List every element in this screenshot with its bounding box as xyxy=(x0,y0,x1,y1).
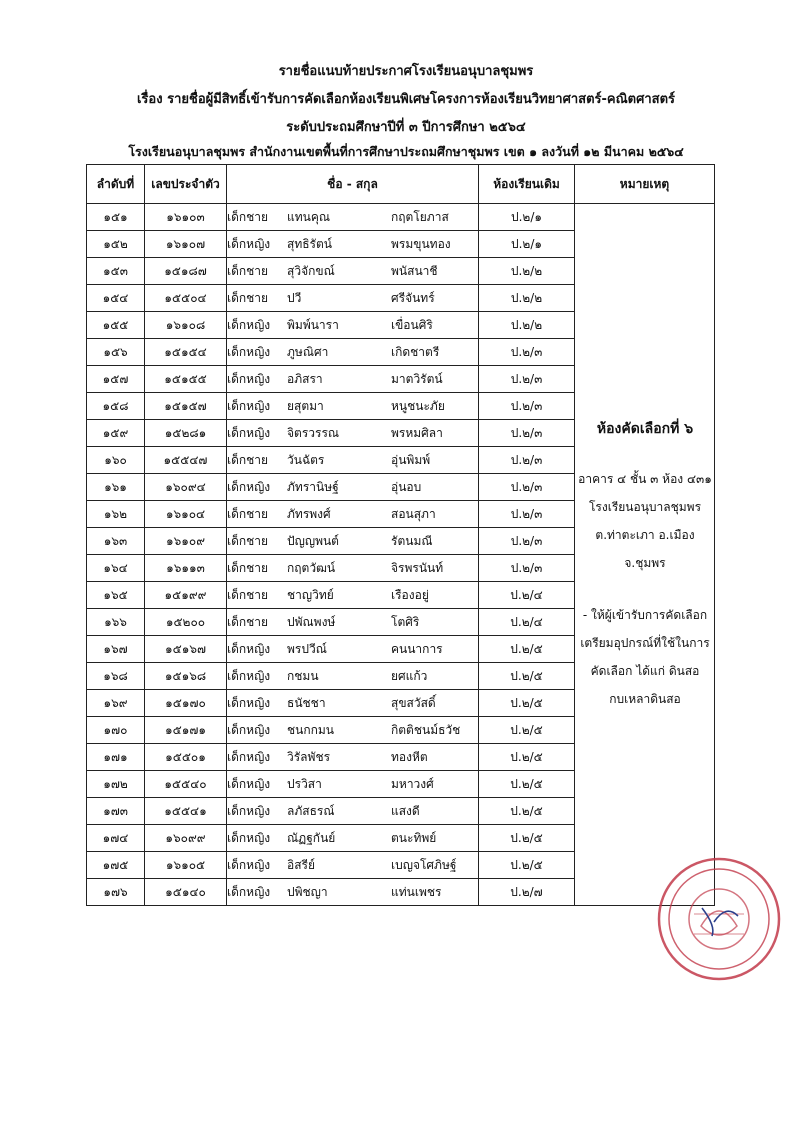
cell-no: ๑๖๓ xyxy=(87,528,145,555)
cell-prefix: เด็กหญิง xyxy=(227,344,271,359)
cell-last-name: กฤตโยภาส xyxy=(391,209,449,224)
cell-name xyxy=(227,582,479,609)
cell-name xyxy=(227,393,479,420)
cell-no: ๑๖๑ xyxy=(87,474,145,501)
cell-id: ๑๕๑๔๐ xyxy=(145,879,227,906)
cell-last-name: มหาวงศ์ xyxy=(391,776,434,791)
cell-no: ๑๕๙ xyxy=(87,420,145,447)
col-header-remark: หมายเหตุ xyxy=(575,165,715,204)
cell-id: ๑๖๑๐๓ xyxy=(145,204,227,231)
cell-first-name: ชนกกมน xyxy=(287,722,334,737)
cell-class: ป.๒/๕ xyxy=(479,798,575,825)
cell-last-name: เรืองอยู่ xyxy=(391,587,429,602)
exam-location-line: อาคาร ๔ ชั้น ๓ ห้อง ๔๓๑ xyxy=(578,472,712,486)
cell-class: ป.๒/๒ xyxy=(479,285,575,312)
cell-class: ป.๒/๓ xyxy=(479,555,575,582)
school-seal-icon xyxy=(656,856,782,982)
cell-name xyxy=(227,204,479,231)
col-header-no: ลำดับที่ xyxy=(87,165,145,204)
cell-no: ๑๖๐ xyxy=(87,447,145,474)
exam-location-line: ต.ท่าตะเภา อ.เมือง xyxy=(595,528,695,542)
cell-no: ๑๕๗ xyxy=(87,366,145,393)
cell-last-name: สุขสวัสดิ์ xyxy=(391,695,436,710)
cell-prefix: เด็กหญิง xyxy=(227,884,271,899)
cell-no: ๑๗๔ xyxy=(87,825,145,852)
cell-class: ป.๒/๓ xyxy=(479,420,575,447)
cell-id: ๑๕๑๙๙ xyxy=(145,582,227,609)
cell-name xyxy=(227,555,479,582)
cell-class: ป.๒/๑ xyxy=(479,231,575,258)
cell-last-name: เขื่อนศิริ xyxy=(391,317,433,332)
cell-no: ๑๕๕ xyxy=(87,312,145,339)
cell-name xyxy=(227,798,479,825)
cell-name xyxy=(227,690,479,717)
cell-prefix: เด็กหญิง xyxy=(227,857,271,872)
exam-location-line: โรงเรียนอนุบาลชุมพร xyxy=(588,500,702,514)
cell-first-name: วิรัลพัชร xyxy=(287,749,331,764)
cell-last-name: มาตวิรัตน์ xyxy=(391,371,443,386)
cell-first-name: ลภัสธรณ์ xyxy=(287,803,335,818)
cell-first-name: สุทธิรัตน์ xyxy=(287,236,332,251)
cell-last-name: สอนสุภา xyxy=(391,506,436,521)
cell-prefix: เด็กหญิง xyxy=(227,803,271,818)
cell-first-name: ยสุตมา xyxy=(287,398,324,413)
cell-prefix: เด็กหญิง xyxy=(227,830,271,845)
cell-first-name: พรปวีณ์ xyxy=(287,641,327,656)
cell-last-name: พรหมศิลา xyxy=(391,425,443,440)
col-header-name: ชื่อ - สกุล xyxy=(227,165,479,204)
cell-class: ป.๒/๕ xyxy=(479,852,575,879)
cell-first-name: ชาญวิทย์ xyxy=(287,587,334,602)
cell-prefix: เด็กชาย xyxy=(227,290,269,305)
table-row xyxy=(87,204,715,231)
cell-last-name: โตศิริ xyxy=(391,614,420,629)
cell-first-name: พิมพ์นารา xyxy=(287,317,339,332)
cell-last-name: ศรีจันทร์ xyxy=(391,290,435,305)
cell-id: ๑๕๑๖๘ xyxy=(145,663,227,690)
cell-no: ๑๖๘ xyxy=(87,663,145,690)
cell-id: ๑๕๕๔๑ xyxy=(145,798,227,825)
cell-class: ป.๒/๓ xyxy=(479,393,575,420)
remark-cell xyxy=(575,204,715,906)
cell-last-name: เบญจโศภิษฐ์ xyxy=(391,857,457,872)
cell-last-name: ทองหีต xyxy=(391,749,428,764)
cell-name xyxy=(227,231,479,258)
cell-name xyxy=(227,636,479,663)
cell-first-name: จิตรวรรณ xyxy=(287,425,340,440)
cell-no: ๑๕๓ xyxy=(87,258,145,285)
cell-no: ๑๗๐ xyxy=(87,717,145,744)
equipment-note-line: เตรียมอุปกรณ์ที่ใช้ในการ xyxy=(580,636,710,650)
cell-name xyxy=(227,771,479,798)
cell-last-name: อุ่นพิมพ์ xyxy=(391,452,431,467)
cell-last-name: คนนาการ xyxy=(391,641,443,656)
cell-prefix: เด็กหญิง xyxy=(227,641,271,656)
cell-no: ๑๖๔ xyxy=(87,555,145,582)
cell-class: ป.๒/๒ xyxy=(479,258,575,285)
cell-last-name: ยศแก้ว xyxy=(391,668,428,683)
cell-prefix: เด็กหญิง xyxy=(227,425,271,440)
cell-first-name: อิสรีย์ xyxy=(287,857,316,872)
cell-prefix: เด็กหญิง xyxy=(227,668,271,683)
cell-name xyxy=(227,879,479,906)
cell-class: ป.๒/๑ xyxy=(479,204,575,231)
cell-prefix: เด็กชาย xyxy=(227,209,269,224)
cell-first-name: ปพัณพงษ์ xyxy=(287,614,336,629)
cell-id: ๑๖๐๙๔ xyxy=(145,474,227,501)
cell-class: ป.๒/๓ xyxy=(479,339,575,366)
cell-class: ป.๒/๔ xyxy=(479,609,575,636)
cell-class: ป.๒/๕ xyxy=(479,717,575,744)
cell-prefix: เด็กหญิง xyxy=(227,398,271,413)
cell-class: ป.๒/๕ xyxy=(479,744,575,771)
col-header-class: ห้องเรียนเดิม xyxy=(479,165,575,204)
cell-class: ป.๒/๒ xyxy=(479,312,575,339)
candidate-table xyxy=(86,164,715,906)
cell-last-name: ตนะทิพย์ xyxy=(391,830,437,845)
cell-class: ป.๒/๓ xyxy=(479,528,575,555)
cell-no: ๑๕๘ xyxy=(87,393,145,420)
cell-id: ๑๕๑๗๐ xyxy=(145,690,227,717)
cell-last-name: พนัสนาชี xyxy=(391,263,438,278)
cell-class: ป.๒/๕ xyxy=(479,636,575,663)
doc-issuer: โรงเรียนอนุบาลชุมพร สำนักงานเขตพื้นที่การศึกษาประถมศึกษาชุมพร เขต ๑ ลงวันที่ ๑๒ มีนาคม ๒๕๖๔ xyxy=(128,144,684,159)
cell-no: ๑๕๑ xyxy=(87,204,145,231)
doc-title: รายชื่อแนบท้ายประกาศโรงเรียนอนุบาลชุมพร xyxy=(278,64,534,79)
cell-id: ๑๕๕๔๐ xyxy=(145,771,227,798)
cell-last-name: กิตติชนม์ธวัช xyxy=(391,722,461,737)
cell-first-name: ภัทรพงศ์ xyxy=(287,506,331,521)
cell-class: ป.๒/๓ xyxy=(479,501,575,528)
cell-first-name: ภัทรานิษฐ์ xyxy=(287,479,339,494)
exam-room-title: ห้องคัดเลือกที่ ๖ xyxy=(596,421,694,437)
cell-first-name: กชมน xyxy=(287,668,319,683)
cell-first-name: ณัฏฐกันย์ xyxy=(287,830,336,845)
cell-no: ๑๕๖ xyxy=(87,339,145,366)
cell-name xyxy=(227,852,479,879)
cell-prefix: เด็กชาย xyxy=(227,452,269,467)
cell-first-name: ธนัชชา xyxy=(287,695,326,710)
cell-prefix: เด็กหญิง xyxy=(227,317,271,332)
cell-name xyxy=(227,420,479,447)
cell-first-name: กฤตวัฒน์ xyxy=(287,560,336,575)
cell-prefix: เด็กหญิง xyxy=(227,479,271,494)
cell-last-name: แท่นเพชร xyxy=(391,884,442,899)
cell-name xyxy=(227,366,479,393)
cell-no: ๑๖๗ xyxy=(87,636,145,663)
cell-prefix: เด็กหญิง xyxy=(227,371,271,386)
col-header-id: เลขประจำตัว xyxy=(145,165,227,204)
cell-last-name: พรมขุนทอง xyxy=(391,236,451,251)
cell-id: ๑๕๒๘๑ xyxy=(145,420,227,447)
cell-id: ๑๕๑๕๗ xyxy=(145,393,227,420)
cell-first-name: ปวี xyxy=(287,290,302,305)
equipment-note-line: กบเหลาดินสอ xyxy=(609,692,681,706)
equipment-note-line: - ให้ผู้เข้ารับการคัดเลือก xyxy=(582,608,708,622)
cell-no: ๑๖๖ xyxy=(87,609,145,636)
doc-subject: เรื่อง รายชื่อผู้มีสิทธิ์เข้ารับการคัดเลือกห้องเรียนพิเศษโครงการห้องเรียนวิทยาศาสตร์-คณิตศาสตร์ xyxy=(136,92,675,107)
cell-id: ๑๕๑๕๔ xyxy=(145,339,227,366)
cell-no: ๑๗๑ xyxy=(87,744,145,771)
cell-no: ๑๖๙ xyxy=(87,690,145,717)
cell-last-name: หนูชนะภัย xyxy=(391,398,445,413)
cell-id: ๑๖๑๐๘ xyxy=(145,312,227,339)
cell-prefix: เด็กชาย xyxy=(227,533,269,548)
cell-no: ๑๖๒ xyxy=(87,501,145,528)
table-header-row xyxy=(87,165,715,204)
cell-first-name: ปัญญพนต์ xyxy=(287,533,339,548)
cell-no: ๑๕๒ xyxy=(87,231,145,258)
cell-name xyxy=(227,474,479,501)
cell-class: ป.๒/๓ xyxy=(479,474,575,501)
cell-last-name: เกิดชาตรี xyxy=(391,344,440,359)
cell-id: ๑๕๒๐๐ xyxy=(145,609,227,636)
cell-first-name: วันฉัตร xyxy=(287,452,325,467)
cell-name xyxy=(227,258,479,285)
cell-id: ๑๖๑๑๓ xyxy=(145,555,227,582)
cell-class: ป.๒/๕ xyxy=(479,663,575,690)
cell-first-name: สุวิจักขณ์ xyxy=(287,263,335,278)
cell-prefix: เด็กหญิง xyxy=(227,236,271,251)
cell-id: ๑๖๑๐๕ xyxy=(145,852,227,879)
cell-name xyxy=(227,528,479,555)
cell-class: ป.๒/๓ xyxy=(479,447,575,474)
cell-id: ๑๕๕๔๗ xyxy=(145,447,227,474)
equipment-note-line: คัดเลือก ได้แก่ ดินสอ xyxy=(590,664,700,678)
cell-name xyxy=(227,825,479,852)
cell-prefix: เด็กหญิง xyxy=(227,695,271,710)
cell-last-name: รัตนมณี xyxy=(391,533,433,548)
cell-first-name: ปรวิสา xyxy=(287,776,322,791)
cell-prefix: เด็กชาย xyxy=(227,614,269,629)
cell-no: ๑๖๕ xyxy=(87,582,145,609)
cell-name xyxy=(227,744,479,771)
cell-id: ๑๖๑๐๔ xyxy=(145,501,227,528)
exam-location-line: จ.ชุมพร xyxy=(624,556,666,570)
cell-prefix: เด็กหญิง xyxy=(227,776,271,791)
cell-id: ๑๖๑๐๗ xyxy=(145,231,227,258)
cell-no: ๑๗๒ xyxy=(87,771,145,798)
cell-prefix: เด็กชาย xyxy=(227,263,269,278)
cell-name xyxy=(227,501,479,528)
cell-first-name: ภูษณิศา xyxy=(287,344,329,359)
cell-name xyxy=(227,339,479,366)
cell-last-name: แสงดี xyxy=(391,803,420,818)
cell-prefix: เด็กชาย xyxy=(227,587,269,602)
cell-name xyxy=(227,609,479,636)
cell-id: ๑๖๑๐๙ xyxy=(145,528,227,555)
cell-last-name: อุ่นอบ xyxy=(391,479,422,494)
cell-class: ป.๒/๕ xyxy=(479,771,575,798)
cell-id: ๑๕๑๖๗ xyxy=(145,636,227,663)
cell-prefix: เด็กหญิง xyxy=(227,749,271,764)
cell-no: ๑๗๓ xyxy=(87,798,145,825)
cell-prefix: เด็กชาย xyxy=(227,506,269,521)
cell-class: ป.๒/๕ xyxy=(479,825,575,852)
cell-first-name: แทนคุณ xyxy=(287,209,331,224)
cell-id: ๑๖๐๙๙ xyxy=(145,825,227,852)
cell-first-name: ปพิชญา xyxy=(287,884,328,899)
cell-no: ๑๗๕ xyxy=(87,852,145,879)
cell-name xyxy=(227,447,479,474)
cell-name xyxy=(227,717,479,744)
cell-id: ๑๕๕๐๔ xyxy=(145,285,227,312)
cell-id: ๑๕๕๐๑ xyxy=(145,744,227,771)
cell-id: ๑๕๑๘๗ xyxy=(145,258,227,285)
cell-name xyxy=(227,312,479,339)
cell-class: ป.๒/๔ xyxy=(479,582,575,609)
cell-prefix: เด็กชาย xyxy=(227,560,269,575)
cell-no: ๑๕๔ xyxy=(87,285,145,312)
cell-id: ๑๕๑๕๕ xyxy=(145,366,227,393)
cell-class: ป.๒/๓ xyxy=(479,366,575,393)
cell-no: ๑๗๖ xyxy=(87,879,145,906)
cell-class: ป.๒/๕ xyxy=(479,690,575,717)
cell-name xyxy=(227,663,479,690)
cell-first-name: อภิสรา xyxy=(287,371,323,386)
cell-last-name: จิรพรนันท์ xyxy=(391,560,444,575)
cell-class: ป.๒/๗ xyxy=(479,879,575,906)
cell-id: ๑๕๑๗๑ xyxy=(145,717,227,744)
doc-level: ระดับประถมศึกษาปีที่ ๓ ปีการศึกษา ๒๕๖๔ xyxy=(286,120,526,135)
cell-name xyxy=(227,285,479,312)
cell-prefix: เด็กหญิง xyxy=(227,722,271,737)
